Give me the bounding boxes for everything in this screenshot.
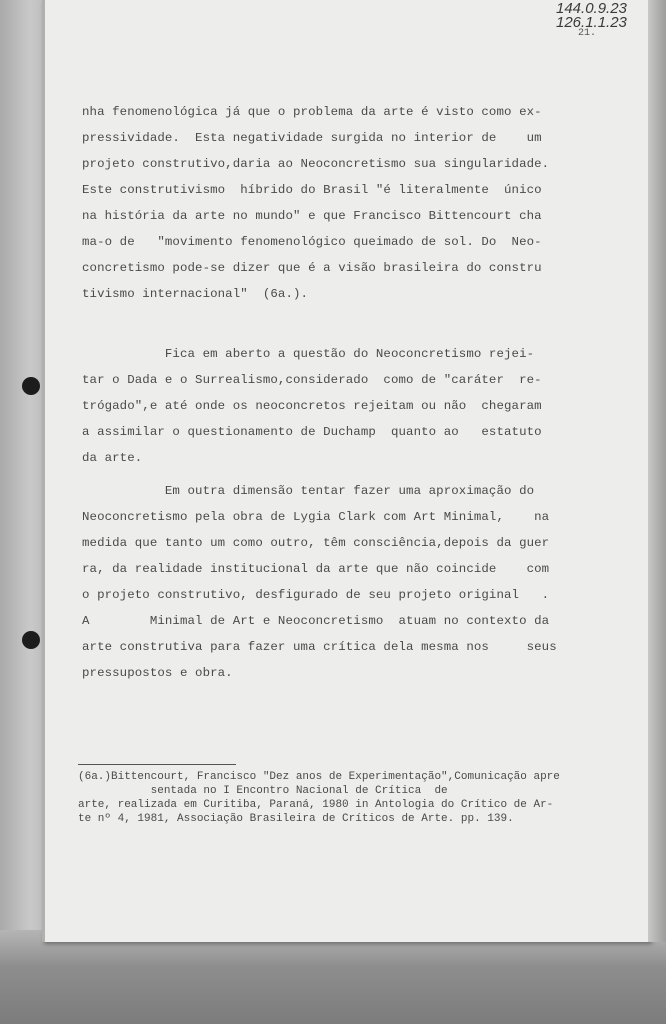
text-line: ma-o de "movimento fenomenológico queimado de sol. Do Neo- — [82, 235, 542, 249]
archive-stamp — [556, 2, 627, 30]
footnote-line: te nº 4, 1981, Associação Brasileira de Críticos de Arte. pp. 139. — [78, 813, 514, 825]
text-line: ra, da realidade institucional da arte que não coincide com — [82, 562, 550, 576]
text-line: Em outra dimensão tentar fazer uma aproximação do — [82, 484, 535, 498]
text-line: tivismo internacional" (6a.). — [82, 287, 309, 301]
stamp-line-2: 126.1.1.23 — [556, 14, 627, 31]
footnote — [78, 770, 568, 826]
text-line: trógado",e até onde os neoconcretos rejeitam ou não chegaram — [82, 399, 542, 413]
punch-hole-bottom — [22, 631, 40, 649]
paragraph-3 — [82, 478, 572, 686]
text-line: Fica em aberto a questão do Neoconcretismo rejei- — [82, 347, 535, 361]
text-line: a assimilar o questionamento de Duchamp quanto ao estatuto — [82, 425, 542, 439]
text-line: A Minimal de Art e Neoconcretismo atuam no contexto da — [82, 614, 550, 628]
page-left-edge — [42, 0, 45, 942]
text-line: pressividade. Esta negatividade surgida no interior de um — [82, 131, 542, 145]
footnote-divider — [78, 764, 236, 765]
paragraph-1 — [82, 99, 572, 307]
scanner-bottom-shadow — [0, 930, 666, 1024]
page-right-edge — [648, 0, 666, 942]
stamp-line-1: 144.0.9.23 — [556, 0, 627, 17]
punch-hole-top — [22, 377, 40, 395]
text-line: da arte. — [82, 451, 143, 465]
text-line: na história da arte no mundo" e que Francisco Bittencourt cha — [82, 209, 542, 223]
page-number: 21. — [578, 28, 597, 39]
footnote-line: (6a.)Bittencourt, Francisco "Dez anos de Experimentação",Comunicação apre — [78, 771, 560, 783]
text-line: Neoconcretismo pela obra de Lygia Clark com Art Minimal, na — [82, 510, 550, 524]
paragraph-2 — [82, 341, 572, 471]
text-line: projeto construtivo,daria ao Neoconcretismo sua singularidade. — [82, 157, 550, 171]
text-line: medida que tanto um como outro, têm consciência,depois da guer — [82, 536, 550, 550]
footnote-line: arte, realizada em Curitiba, Paraná, 1980 in Antologia do Crítico de Ar- — [78, 799, 554, 811]
text-line: arte construtiva para fazer uma crítica dela mesma nos seus — [82, 640, 557, 654]
text-line: o projeto construtivo, desfigurado de seu projeto original . — [82, 588, 550, 602]
footnote-line: sentada no I Encontro Nacional de Crítica de — [78, 785, 448, 797]
text-line: tar o Dada e o Surrealismo,considerado como de "caráter re- — [82, 373, 542, 387]
text-line: concretismo pode-se dizer que é a visão brasileira do constru — [82, 261, 542, 275]
text-line: nha fenomenológica já que o problema da arte é visto como ex- — [82, 105, 542, 119]
text-line: pressupostos e obra. — [82, 666, 233, 680]
text-line: Este construtivismo híbrido do Brasil "é literalmente único — [82, 183, 542, 197]
